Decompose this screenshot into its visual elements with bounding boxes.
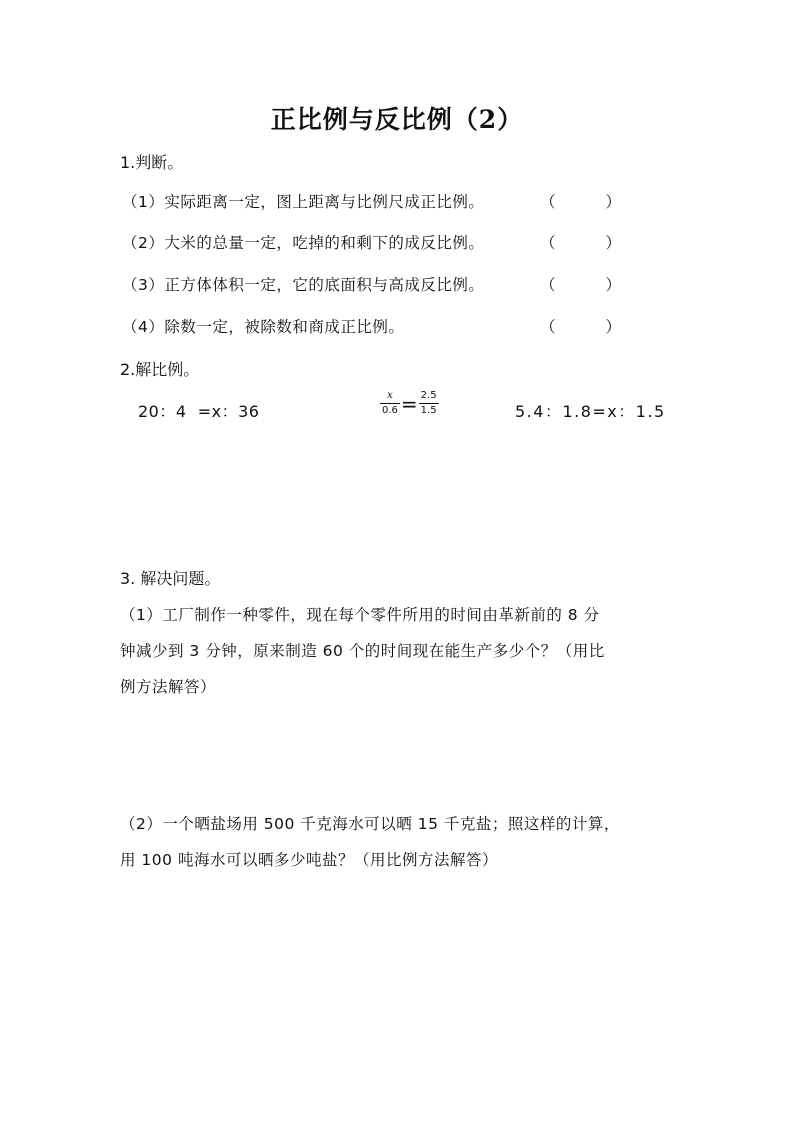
question-1-line-1: （1）工厂制作一种零件，现在每个零件所用的时间由革新前的 8 分: [120, 606, 600, 624]
fraction-right: [419, 390, 439, 417]
fraction-left-numerator: x: [387, 390, 393, 401]
question-2-line-2: 用 100 吨海水可以晒多少吨盐？（用比例方法解答）: [120, 851, 498, 869]
section-1-heading: 1.判断。: [120, 153, 184, 172]
judge-item-4: （4）除数一定，被除数和商成正比例。: [122, 318, 405, 336]
answer-blank-3[interactable]: [540, 273, 621, 295]
section-2-heading: 2.解比例。: [120, 360, 200, 379]
paren-close: ）: [605, 234, 622, 252]
paren-close: ）: [605, 193, 622, 211]
paren-open: （: [540, 318, 556, 336]
section-3-heading: 3. 解决问题。: [120, 569, 221, 588]
question-1: [120, 597, 605, 705]
paren-open: （: [540, 234, 556, 252]
equation-1-right: =x：36: [197, 402, 260, 421]
fraction-right-denominator: 1.5: [420, 405, 437, 416]
judge-item-2: （2）大米的总量一定，吃掉的和剩下的成反比例。: [122, 234, 485, 252]
judge-item-1: （1）实际距离一定，图上距离与比例尺成正比例。: [122, 193, 485, 211]
paren-close: ）: [605, 318, 622, 336]
question-1-line-3: 例方法解答）: [120, 678, 217, 696]
equation-1-left: 20：4: [138, 402, 187, 421]
question-2: [120, 806, 620, 878]
paren-close: ）: [605, 276, 622, 294]
equals-sign: =: [400, 391, 418, 416]
fraction-left: [380, 390, 400, 417]
equation-2: [380, 390, 439, 417]
answer-blank-1[interactable]: [540, 190, 621, 212]
answer-blank-2[interactable]: [540, 231, 621, 253]
answer-blank-4[interactable]: [540, 315, 621, 337]
paren-open: （: [540, 193, 556, 211]
equation-3: 5.4：1.8=x：1.5: [515, 402, 666, 421]
page-title: 正比例与反比例（2）: [270, 105, 524, 134]
question-2-line-1: （2）一个晒盐场用 500 千克海水可以晒 15 千克盐；照这样的计算，: [120, 815, 620, 833]
question-1-line-2: 钟减少到 3 分钟，原来制造 60 个的时间现在能生产多少个？（用比: [120, 642, 605, 660]
fraction-left-denominator: 0.6: [382, 405, 398, 416]
equation-1: [138, 399, 259, 422]
fraction-right-numerator: 2.5: [420, 390, 437, 401]
judge-item-3: （3）正方体体积一定，它的底面积与高成反比例。: [122, 276, 485, 294]
paren-open: （: [540, 276, 556, 294]
